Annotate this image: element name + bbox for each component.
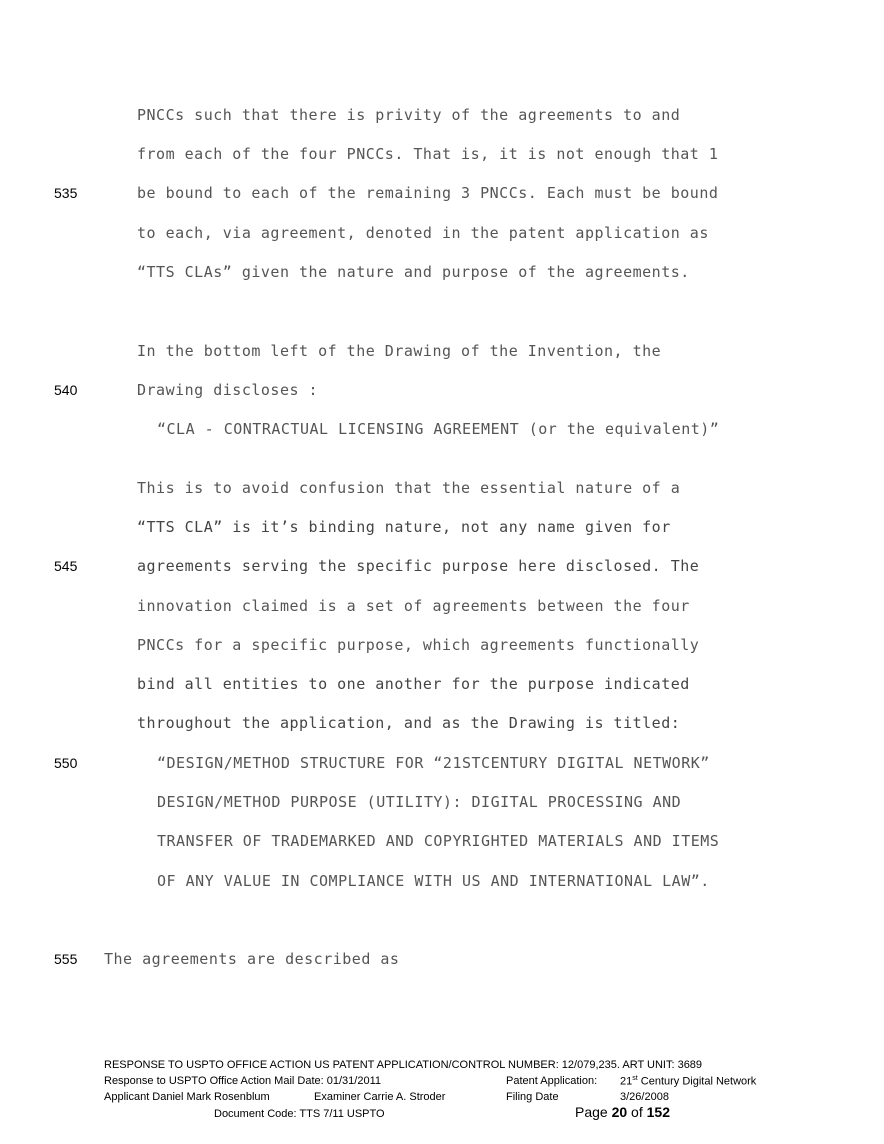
body-line: agreements serving the specific purpose here disclosed. The xyxy=(137,557,700,575)
body-line: In the bottom left of the Drawing of the Invention, the xyxy=(137,342,662,360)
footer-mail-date: Response to USPTO Office Action Mail Date: 01/31/2011 xyxy=(104,1075,381,1087)
quoted-line: DESIGN/METHOD PURPOSE (UTILITY): DIGITAL PROCESSING AND xyxy=(157,793,682,811)
body-line: This is to avoid confusion that the essential nature of a xyxy=(137,479,681,497)
quoted-line: TRANSFER OF TRADEMARKED AND COPYRIGHTED MATERIALS AND ITEMS xyxy=(157,832,720,850)
footer-filing-date-label: Filing Date xyxy=(506,1091,559,1103)
body-line: Drawing discloses : xyxy=(137,381,319,399)
line-number: 540 xyxy=(54,382,78,398)
footer-patent-application-label: Patent Application: xyxy=(506,1075,598,1087)
body-line: “TTS CLA” is it’s binding nature, not any name given for xyxy=(137,518,671,536)
footer-applicant: Applicant Daniel Mark Rosenblum xyxy=(104,1091,270,1103)
footer-examiner: Examiner Carrie A. Stroder xyxy=(314,1091,446,1103)
body-line: PNCCs for a specific purpose, which agreements functionally xyxy=(137,636,700,654)
footer-patent-application-title: 21st Century Digital Network xyxy=(620,1075,757,1088)
body-line: bind all entities to one another for the purpose indicated xyxy=(137,675,690,693)
line-number: 535 xyxy=(54,185,78,201)
footer-document-code: Document Code: TTS 7/11 USPTO xyxy=(214,1108,385,1120)
footer-filing-date: 3/26/2008 xyxy=(620,1091,669,1103)
body-line: innovation claimed is a set of agreements between the four xyxy=(137,597,690,615)
body-line: from each of the four PNCCs. That is, it is not enough that 1 xyxy=(137,145,719,163)
body-line: The agreements are described as xyxy=(104,950,400,968)
line-number: 550 xyxy=(54,755,78,771)
body-line: to each, via agreement, denoted in the patent application as xyxy=(137,224,709,242)
line-number: 555 xyxy=(54,951,78,967)
body-line: be bound to each of the remaining 3 PNCCs. Each must be bound xyxy=(137,184,719,202)
body-line: PNCCs such that there is privity of the agreements to and xyxy=(137,106,681,124)
footer-page-number: Page 20 of 152 xyxy=(575,1104,670,1120)
footer-line-application: RESPONSE TO USPTO OFFICE ACTION US PATENT APPLICATION/CONTROL NUMBER: 12/079,235. ART UNIT: 3689 xyxy=(104,1059,703,1071)
quoted-line: “DESIGN/METHOD STRUCTURE FOR “21STCENTURY DIGITAL NETWORK” xyxy=(157,754,710,772)
quoted-line: OF ANY VALUE IN COMPLIANCE WITH US AND INTERNATIONAL LAW”. xyxy=(157,872,710,890)
line-number: 545 xyxy=(54,558,78,574)
quoted-line: “CLA - CONTRACTUAL LICENSING AGREEMENT (or the equivalent)” xyxy=(157,420,720,438)
body-line: “TTS CLAs” given the nature and purpose of the agreements. xyxy=(137,263,690,281)
body-line: throughout the application, and as the Drawing is titled: xyxy=(137,714,681,732)
